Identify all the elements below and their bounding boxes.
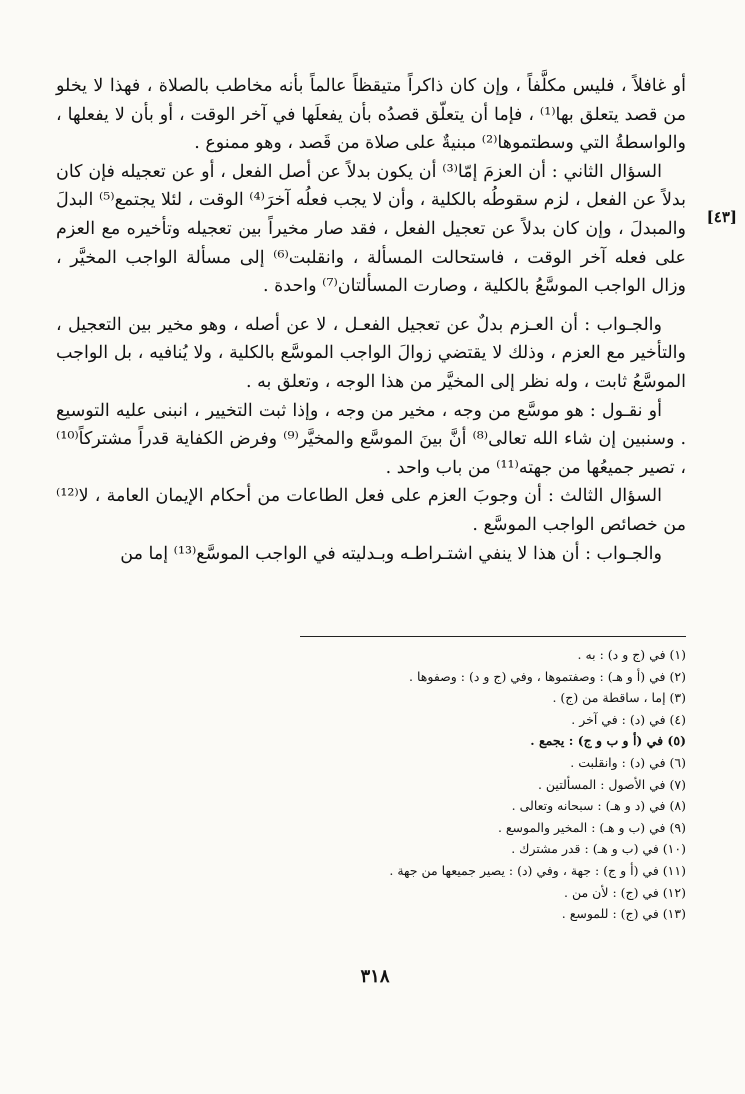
paragraph-1: أو غافلاً ، فليس مكلَّفاً ، وإن كان ذاكراً متيقظاً عالماً بأنه مخاطب بالصلاة ، فهذا لا يخلو من قصد يتعلق بها⁽¹⁾ ، فإما أن يتعلّق قصدُه بأن يفعلَها في آخر الوقت ، أو بأن لا يفعلها ، والواسطةُ التي وسطتموها⁽²⁾ مبنيةٌ على صلاة من قَصد ، وهو ممنوع . xyxy=(56,76,686,154)
footnote: (١٠) في (ب و هـ) : قدر مشترك . xyxy=(511,841,686,857)
margin-page-marker: [٤٣] xyxy=(706,208,737,226)
paragraph-6: والجـواب : أن هذا لا ينفي اشتـراطـه وبـدليته في الواجب الموسَّع⁽¹³⁾ إما من xyxy=(120,543,662,564)
footnote: (١٣) في (ج) : للموسع . xyxy=(561,906,686,922)
footnote: (٦) في (د) : وانقلبت . xyxy=(570,754,686,770)
footnote-divider xyxy=(300,636,686,637)
footnote: (١) في (ج و د) : به . xyxy=(577,647,686,662)
footnotes xyxy=(300,644,686,925)
paragraph-5: السؤال الثالث : أن وجوبَ العزم على فعل الطاعات من أحكام الإيمان العامة ، لا⁽¹²⁾ من خصائص الواجب الموسَّع . xyxy=(56,486,686,535)
paragraph-2: السؤال الثاني : أن العزمَ إمّا⁽³⁾ أن يكون بدلاً عن أصل الفعل ، أو عن تعجيله فإن كان بدلاً عن الفعل ، لزم سقوطُه بالكلية ، وأن لا يجب فعلُه آخرَ⁽⁴⁾ الوقت ، لئلا يجتمع⁽⁵⁾ البدلَ والمبدلَ ، وإن كان بدلاً عن تعجيل الفعل ، فقد صار مخيراً بين تعجيله وتأخيره مع العزم على فعله آخر الوقت ، فاستحالت المسألة ، وانقلبت⁽⁶⁾ إلى مسألة الواجب المخيَّر ، وزال الواجب الموسَّعُ بالكلية ، وصارت المسألتان⁽⁷⁾ واحدة . xyxy=(56,161,686,297)
page-number: ٣١٨ xyxy=(360,966,390,987)
footnote: (٣) إما ، ساقطة من (ج) . xyxy=(552,690,686,706)
footnote: (٤) في (د) : في آخر . xyxy=(571,711,686,727)
paragraph-4: أو نقـول : هو موسَّع من وجه ، مخير من وجه ، وإذا ثبت التخيير ، انبنى عليه التوسيع . وسنبين إن شاء الله تعالى⁽⁸⁾ أنَّ بينَ الموسَّع والمخيَّر⁽⁹⁾ وفرض الكفاية قدراً مشتركاً⁽¹⁰⁾ ، تصير جميعُها من جهته⁽¹¹⁾ من باب واحد . xyxy=(56,400,687,478)
footnote: (٩) في (ب و هـ) : المخير والموسع . xyxy=(497,819,686,835)
footnote: (١١) في (أ و ج) : جهة ، وفي (د) : يصير جميعها من جهة . xyxy=(389,862,686,878)
main-text xyxy=(56,72,686,568)
footnote: (٢) في (أ و هـ) : وصفتموها ، وفي (ج و د) : وصفوها . xyxy=(409,668,686,684)
footnote: (٨) في (د و هـ) : سبحانه وتعالى . xyxy=(511,798,686,814)
footnote: (١٢) في (ج) : لأن من . xyxy=(564,884,686,900)
footnote: (٧) في الأصول : المسألتين . xyxy=(537,776,686,792)
footnote: (٥) في (أ و ب و ج) : يجمع . xyxy=(530,733,686,749)
paragraph-3: والجـواب : أن العـزم بدلٌ عن تعجيل الفعـل ، لا عن أصله ، وهو مخير بين التعجيل ، والتأخير مع العزم ، وذلك لا يقتضي زوالَ الواجب الموسَّع بالكلية ، ولا يُنافيه ، بل الواجب الموسَّعُ ثابت ، وله نظر إلى المخيَّر من هذا الوجه ، وتعلق به . xyxy=(56,314,686,392)
